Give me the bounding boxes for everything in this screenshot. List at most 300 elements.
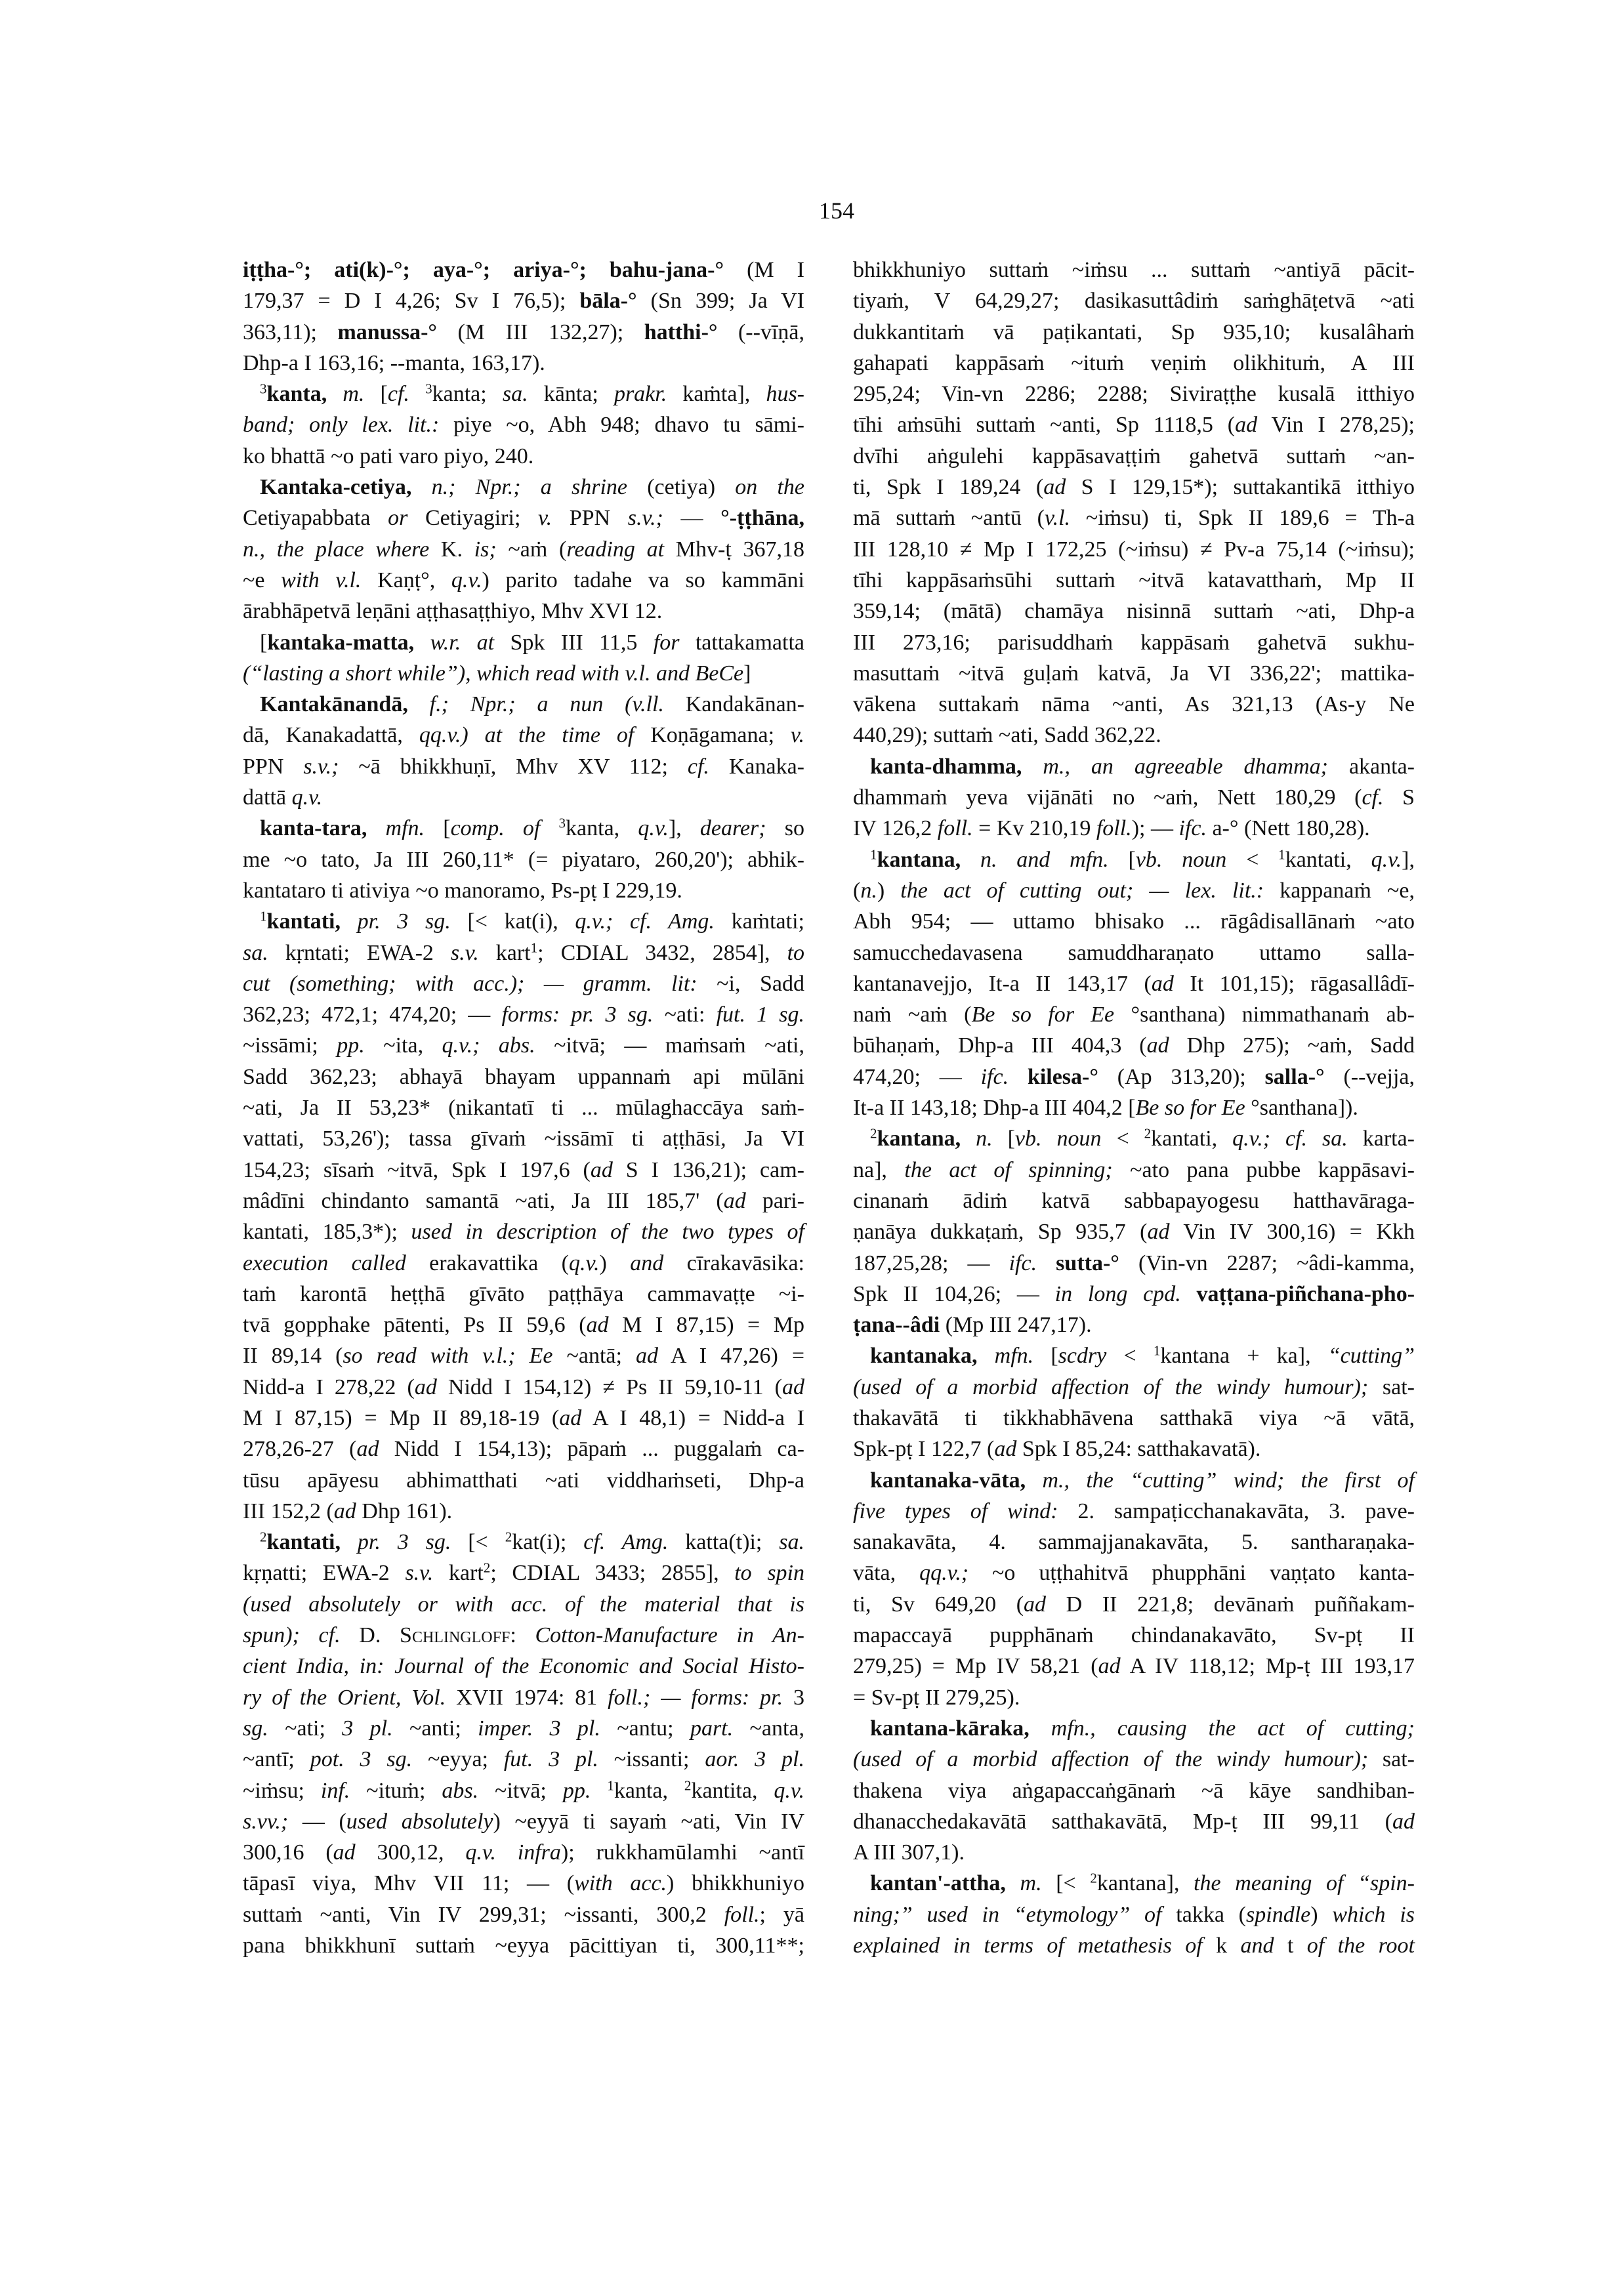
text-segment: k: [1202, 1933, 1241, 1958]
italic-text: s.v.: [450, 940, 479, 965]
italic-text: v.l.: [1045, 506, 1071, 531]
text-line: [243, 658, 804, 689]
italic-text: foll.: [937, 816, 973, 841]
text-segment: ~itvā;: [478, 1778, 563, 1803]
superscript-number: 1: [1153, 1342, 1161, 1359]
text-segment: Vin IV 300,16) = Kkh: [1169, 1220, 1415, 1245]
text-segment: Spk III 11,5: [494, 630, 654, 655]
text-segment: [1181, 1282, 1197, 1306]
italic-text: sg.: [243, 1716, 268, 1741]
text-segment: ~ā bhikkhuṇī, Mhv XV 112;: [339, 754, 688, 779]
superscript-number: 2: [1090, 1870, 1097, 1886]
italic-text: pr. 3 sg.: [340, 1530, 451, 1555]
italic-text: ad: [635, 1344, 658, 1369]
text-segment: tīhi kappāsaṁsūhi suttaṁ ~itvā katavatthaṁ, Mp II: [853, 568, 1415, 592]
italic-text: q.v.: [1371, 847, 1402, 872]
entry-first-line: [853, 1868, 1415, 1899]
text-segment: 179,37 = D I 4,26; Sv I 76,5);: [243, 289, 580, 314]
text-line: [853, 441, 1415, 472]
text-line: [243, 1186, 804, 1216]
text-segment: III 273,16; parisuddhaṁ kappāsaṁ gahetvā sukhu-: [853, 630, 1415, 655]
text-line: [243, 1558, 804, 1588]
text-segment: ko bhattā ~o pati varo piyo, 240.: [243, 444, 534, 468]
text-segment: būhaṇaṁ, Dhp-a III 404,3 (: [853, 1033, 1147, 1058]
headword-bold: kantati,: [266, 1530, 341, 1555]
text-segment: (: [853, 878, 861, 903]
text-segment: [: [992, 1127, 1015, 1151]
italic-text: of the root: [1306, 1933, 1415, 1958]
text-segment: kantanavejjo, It-a II 143,17 (: [853, 971, 1152, 996]
text-segment: [: [425, 816, 451, 841]
text-segment: kanta,: [566, 816, 638, 841]
text-segment: M I 87,15) = Mp II 89,18-19 (: [243, 1405, 560, 1430]
text-segment: [591, 1779, 607, 1803]
headword-bold: hatthi-°: [644, 320, 718, 344]
text-segment: ~ati;: [268, 1716, 343, 1741]
italic-text: ad: [782, 1375, 804, 1399]
text-line: [853, 627, 1415, 658]
text-segment: [< kat(i),: [450, 909, 575, 934]
text-segment: t: [1274, 1933, 1307, 1958]
text-segment: 295,24; Vin-vn 2286; 2288; Siviraṭṭhe kusalā itthiyo: [853, 382, 1415, 407]
text-segment: ) parito tadahe va so kammāni: [482, 568, 804, 592]
text-segment: ); —: [1131, 816, 1179, 841]
text-segment: na],: [853, 1157, 905, 1182]
text-segment: 359,14; (mātā) chamāya nisinnā suttaṁ ~ati, Dhp-a: [853, 599, 1415, 624]
headword-bold: kanta-dhamma,: [870, 754, 1022, 779]
text-segment: vattati, 53,26'); tassa gīvaṁ ~issāmī ti aṭṭhāsi, Ja VI: [243, 1127, 804, 1151]
text-segment: ; yā: [759, 1902, 804, 1927]
italic-text: Be so for Ee: [1135, 1096, 1245, 1121]
italic-text: Be so for Ee: [971, 1003, 1115, 1027]
text-line: [243, 1403, 804, 1434]
text-segment: Koṇāgamana;: [634, 723, 791, 748]
text-line: [243, 938, 804, 968]
text-line: [853, 1062, 1415, 1092]
italic-text: ad: [1151, 971, 1174, 996]
italic-text: m., the “cutting” wind; the first of: [1026, 1468, 1415, 1493]
italic-text: the act of spinning;: [904, 1157, 1113, 1182]
italic-text: used absolutely: [346, 1809, 493, 1834]
text-segment: ],: [668, 816, 700, 841]
text-segment: ~anta,: [733, 1716, 805, 1741]
italic-text: pot. 3 sg.: [310, 1747, 413, 1772]
text-segment: Vin I 278,25);: [1257, 413, 1415, 438]
superscript-number: 1: [870, 846, 877, 863]
text-line: [853, 379, 1415, 409]
text-line: [243, 1340, 804, 1371]
headword-bold: bāla-°: [579, 289, 637, 314]
italic-text: forms: pr. 3 sg.: [501, 1003, 654, 1027]
text-segment: A IV 118,12; Mp-ṭ III 193,17: [1120, 1654, 1415, 1679]
superscript-number: 1: [607, 1777, 614, 1793]
text-line: [853, 1155, 1415, 1186]
text-segment: kappanaṁ ~e,: [1264, 878, 1415, 903]
italic-text: comp. of: [450, 816, 559, 841]
text-segment: °santhana]).: [1245, 1096, 1358, 1121]
text-line: [853, 1030, 1415, 1061]
text-line: [853, 317, 1415, 348]
text-segment: ~e: [243, 568, 281, 592]
text-line: [243, 1589, 804, 1620]
text-line: [243, 503, 804, 533]
text-line: [243, 1123, 804, 1154]
italic-text: dearer;: [699, 816, 766, 841]
text-line: [853, 1186, 1415, 1216]
italic-text: m., an agreeable dhamma;: [1022, 754, 1328, 779]
text-segment: ~ituṁ;: [350, 1778, 442, 1803]
text-line: [853, 1837, 1415, 1868]
text-segment: ): [599, 1251, 631, 1275]
text-segment: S I 129,15*); suttakantikā itthiyo: [1066, 475, 1415, 500]
text-line: [243, 1496, 804, 1527]
text-segment: kṛntati; EWA-2: [268, 940, 451, 965]
italic-text: m.: [1005, 1871, 1042, 1896]
text-line: [243, 1713, 804, 1744]
text-segment: kart: [433, 1561, 484, 1586]
superscript-number: 2: [483, 1560, 491, 1576]
text-line: [243, 1092, 804, 1123]
text-line: [243, 1216, 804, 1247]
text-line: [243, 1279, 804, 1310]
text-segment: kanta,: [614, 1778, 684, 1803]
text-line: [853, 1558, 1415, 1588]
superscript-number: 1: [1278, 846, 1285, 863]
text-line: [243, 565, 804, 596]
italic-text: q.v.: [638, 816, 669, 841]
text-segment: M I 87,15) = Mp: [608, 1313, 804, 1338]
italic-text: (used absolutely or with acc. of the material that is: [243, 1592, 804, 1617]
italic-text: n.: [860, 878, 877, 903]
italic-text: ad: [1235, 413, 1258, 438]
text-segment: suttaṁ ~anti, Vin IV 299,31; ~issanti, 300,2: [243, 1902, 724, 1927]
italic-text: (used of a morbid affection of the windy humour);: [853, 1375, 1369, 1399]
italic-text: the act of cutting out; — lex. lit.:: [900, 878, 1264, 903]
italic-text: m.: [327, 382, 365, 407]
entry-first-line: [853, 1340, 1415, 1371]
text-line: [853, 534, 1415, 565]
text-segment: kanta;: [432, 382, 503, 407]
text-line: [853, 565, 1415, 596]
italic-text: cf.: [1362, 785, 1384, 810]
text-line: [243, 875, 804, 906]
text-segment: mâdīni chindanto samantā ~ati, Ja III 185,7' (: [243, 1188, 724, 1213]
text-segment: ~anti;: [392, 1716, 478, 1741]
text-segment: tiyaṁ, V 64,29,27; dasikasuttâdiṁ saṁghāṭetvā ~ati: [853, 289, 1415, 314]
text-line: [243, 1465, 804, 1496]
text-line: [243, 534, 804, 565]
text-segment: (Mp III 247,17).: [940, 1313, 1092, 1338]
text-line: [853, 255, 1415, 285]
italic-text: scdry: [1058, 1344, 1107, 1369]
text-segment: kantita,: [691, 1778, 774, 1803]
text-segment: kṛṇatti; EWA-2: [243, 1561, 406, 1586]
italic-text: ad: [414, 1375, 437, 1399]
italic-text: and: [630, 1251, 664, 1275]
text-segment: dā, Kanakadattā,: [243, 723, 419, 748]
italic-text: prakr.: [614, 382, 667, 407]
headword-bold: sutta-°: [1056, 1251, 1119, 1275]
text-segment: ~issanti;: [598, 1747, 705, 1772]
entry-first-line: [853, 844, 1415, 875]
italic-text: ad: [1392, 1809, 1415, 1834]
text-segment: kantataro ti ativiya ~o manoramo, Ps-pṭ I 229,19.: [243, 878, 682, 903]
text-segment: Kaṇṭ°,: [361, 568, 451, 592]
text-segment: ~antu;: [600, 1716, 690, 1741]
superscript-number: 2: [505, 1529, 512, 1545]
superscript-number: 2: [870, 1125, 877, 1142]
italic-text: n. and mfn.: [961, 847, 1109, 872]
text-segment: Spk I 85,24: satthakavatā).: [1016, 1437, 1261, 1462]
italic-text: (“lasting a short while”), which read with v.l. and BeCe: [243, 661, 744, 686]
italic-text: execution called: [243, 1251, 406, 1275]
text-segment: — (: [288, 1809, 346, 1834]
italic-text: mfn., causing the act of cutting;: [1029, 1716, 1415, 1741]
italic-text: ad: [586, 1313, 609, 1338]
text-segment: ; CDIAL 3433; 2855],: [490, 1561, 735, 1586]
text-line: [853, 1372, 1415, 1403]
headword-bold: kantanaka,: [870, 1344, 978, 1369]
text-line: [243, 1899, 804, 1930]
text-segment: kantati,: [1285, 847, 1371, 872]
text-segment: cīrakavāsika:: [663, 1251, 804, 1275]
italic-text: spun); cf.: [243, 1623, 341, 1648]
italic-text: ifc.: [1178, 816, 1207, 841]
entry-first-line: [243, 689, 804, 720]
text-line: [853, 1930, 1415, 1961]
italic-text: part.: [690, 1716, 734, 1741]
superscript-number: 1: [530, 939, 538, 955]
text-segment: mā suttaṁ ~antū (: [853, 506, 1045, 531]
italic-text: vb. noun: [1135, 847, 1227, 872]
italic-text: sa.: [779, 1530, 804, 1555]
text-segment: [<: [451, 1530, 505, 1555]
small-caps-text: Schlingloff: [400, 1623, 510, 1648]
italic-text: ad: [1043, 475, 1066, 500]
text-line: [853, 1899, 1415, 1930]
text-segment: (Vin-vn 2287; ~âdi-kamma,: [1119, 1251, 1415, 1275]
text-segment: Nidd-a I 278,22 (: [243, 1375, 415, 1399]
text-segment: Spk-pṭ I 122,7 (: [853, 1437, 995, 1462]
text-segment: 363,11);: [243, 320, 338, 344]
text-segment: D II 221,8; devānaṁ puññakam-: [1046, 1592, 1415, 1617]
text-line: [853, 813, 1415, 844]
italic-text: Cotton-Manufacture in An-: [535, 1623, 805, 1648]
text-line: [853, 1248, 1415, 1279]
text-line: [853, 1092, 1415, 1123]
text-line: [853, 1589, 1415, 1620]
italic-text: hus-: [766, 382, 805, 407]
text-segment: Sadd 362,23; abhayā bhayam uppannaṁ api mūlāni: [243, 1064, 804, 1089]
headword-bold: iṭṭha-°; ati(k)-°; aya-°; ariya-°; bahu-jana-°: [243, 258, 724, 282]
italic-text: mfn.: [977, 1344, 1034, 1369]
headword-bold: kanta-tara,: [260, 816, 367, 841]
text-segment: ~antī;: [243, 1747, 310, 1772]
headword-bold: vaṭṭana-piñchana-pho-: [1196, 1281, 1415, 1306]
text-segment: [: [364, 382, 388, 407]
text-line: [853, 1496, 1415, 1527]
text-segment: karta-: [1347, 1127, 1415, 1151]
text-segment: III 152,2 (: [243, 1499, 334, 1523]
entry-first-line: [853, 751, 1415, 782]
text-segment: bhikkhuniyo suttaṁ ~iṁsu ... suttaṁ ~antiyā pācit-: [853, 258, 1415, 282]
text-line: [243, 751, 804, 782]
italic-text: qq.v.;: [919, 1561, 969, 1586]
text-segment: (--vejja,: [1324, 1064, 1415, 1089]
entry-first-line: [853, 1123, 1415, 1154]
italic-text: q.v.; cf. Amg.: [575, 909, 715, 934]
text-segment: (M III 132,27);: [437, 320, 644, 344]
text-segment: ); rukkhamūlamhi ~antī: [560, 1840, 805, 1865]
text-segment: cinanaṁ ādiṁ katvā sabbapayogesu hatthavāraga-: [853, 1188, 1415, 1213]
italic-text: s.vv.;: [243, 1809, 289, 1834]
text-line: [243, 968, 804, 999]
text-line: [243, 1372, 804, 1403]
headword-bold: °-ṭṭhāna,: [720, 506, 805, 531]
entry-first-line: [243, 472, 804, 503]
italic-text: ad: [356, 1437, 379, 1462]
text-segment: vāta,: [853, 1561, 920, 1586]
italic-text: pr. 3 sg.: [340, 909, 451, 934]
text-line: [243, 1775, 804, 1806]
italic-text: spindle: [1246, 1902, 1311, 1927]
headword-bold: Kantaka-cetiya,: [260, 475, 412, 500]
italic-text: s.v.;: [303, 754, 339, 779]
text-segment: thakena viya aṅgapaccaṅgānaṁ ~ā kāye sandhiban-: [853, 1778, 1415, 1803]
text-line: [853, 906, 1415, 937]
italic-text: cf.: [387, 382, 409, 407]
entry-first-line: [243, 1527, 804, 1558]
text-segment: Kandakānan-: [663, 692, 804, 717]
text-line: [853, 1216, 1415, 1247]
text-line: [243, 1248, 804, 1279]
text-line: [243, 844, 804, 875]
text-segment: Nidd I 154,12) ≠ Ps II 59,10-11 (: [436, 1375, 782, 1399]
text-segment: Dhp 275); ~aṁ, Sadd: [1169, 1033, 1415, 1058]
italic-text: v.: [538, 506, 552, 531]
text-segment: XVII 1974: 81: [446, 1685, 608, 1710]
text-segment: 440,29); suttaṁ ~ati, Sadd 362,22.: [853, 723, 1161, 748]
entry-first-line: [243, 627, 804, 658]
superscript-number: 1: [260, 908, 267, 924]
text-segment: kart: [478, 940, 531, 965]
text-segment: kaṁtati;: [714, 909, 804, 934]
text-line: [853, 503, 1415, 533]
italic-text: fut. 3 pl.: [503, 1747, 598, 1772]
italic-text: used in description of the two types of: [411, 1220, 804, 1245]
italic-text: cut (something; with acc.); — gramm. lit:: [243, 971, 697, 996]
text-line: [243, 1868, 804, 1899]
entry-first-line: [243, 379, 804, 409]
superscript-number: 2: [1144, 1125, 1152, 1142]
text-segment: Mhv-ṭ 367,18: [664, 537, 805, 562]
italic-text: s.v.;: [627, 506, 663, 531]
right-column: [853, 255, 1415, 1961]
text-segment: PPN: [243, 754, 304, 779]
italic-text: ad: [723, 1188, 746, 1213]
text-line: [243, 317, 804, 348]
italic-text: q.v.: [568, 1251, 600, 1275]
text-line: [243, 409, 804, 440]
text-segment: ]: [743, 661, 751, 686]
text-segment: (cetiya): [627, 475, 736, 500]
italic-text: 3 pl.: [342, 1716, 393, 1741]
text-segment: ~o uṭṭhahitvā phupphāni vaṇṭato kanta-: [968, 1561, 1415, 1586]
page-number: 154: [819, 197, 854, 224]
text-segment: kat(i);: [512, 1530, 584, 1555]
italic-text: imper. 3 pl.: [478, 1716, 600, 1741]
italic-text: foll.: [1096, 816, 1132, 841]
italic-text: cf.: [687, 754, 709, 779]
italic-text: to: [787, 940, 805, 965]
text-line: [853, 472, 1415, 503]
text-line: [243, 1030, 804, 1061]
text-segment: dukkantitaṁ vā paṭikantati, Sp 935,10; kusalâhaṁ: [853, 320, 1415, 344]
text-line: [243, 348, 804, 379]
text-line: [853, 782, 1415, 813]
text-segment: [409, 382, 425, 406]
text-line: [243, 1062, 804, 1092]
text-segment: II 89,14 (: [243, 1344, 343, 1369]
italic-text: pp.: [562, 1778, 591, 1803]
italic-text: so read with v.l.; Ee: [343, 1344, 553, 1369]
text-segment: ~iṁsu) ti, Spk II 189,6 = Th-a: [1070, 506, 1415, 531]
italic-text: f.; Npr.; a nun (v.ll.: [407, 692, 664, 717]
text-segment: a-° (Nett 180,28).: [1206, 816, 1370, 841]
text-segment: S: [1383, 785, 1415, 810]
text-segment: sat-: [1368, 1375, 1415, 1399]
text-segment: pari-: [745, 1188, 804, 1213]
text-line: [853, 999, 1415, 1030]
text-segment: ) ~eyyā ti sayaṁ ~ati, Vin IV: [493, 1809, 804, 1834]
headword-bold: kantanaka-vāta,: [870, 1468, 1026, 1493]
text-line: [853, 1651, 1415, 1682]
italic-text: sa.: [502, 382, 528, 407]
text-line: [243, 1620, 804, 1651]
text-segment: Nidd I 154,13); pāpaṁ ... puggalaṁ ca-: [379, 1437, 804, 1462]
text-segment: [1037, 1251, 1056, 1275]
text-line: [853, 938, 1415, 968]
text-segment: tīhi aṁsūhi suttaṁ ~anti, Sp 1118,5 (: [853, 413, 1236, 438]
text-segment: dhammaṁ yeva vijānāti no ~aṁ, Nett 180,29 (: [853, 785, 1362, 810]
text-segment: Cetiyapabbata: [243, 506, 388, 531]
headword-bold: salla-°: [1264, 1064, 1325, 1089]
text-line: [243, 285, 804, 316]
text-segment: :: [510, 1623, 535, 1648]
text-line: [853, 968, 1415, 999]
text-segment: naṁ ~aṁ (: [853, 1003, 972, 1027]
text-line: [243, 596, 804, 627]
italic-text: ad: [1147, 1220, 1170, 1245]
text-segment: akanta-: [1327, 754, 1415, 779]
text-segment: kantati,: [1151, 1127, 1233, 1151]
italic-text: vb. noun: [1014, 1127, 1102, 1151]
text-segment: <: [1226, 847, 1279, 872]
italic-text: q.v.: [291, 785, 323, 810]
text-segment: ārabhāpetvā leṇāni aṭṭhasaṭṭhiyo, Mhv XVI 12.: [243, 599, 663, 624]
headword-bold: kantana,: [877, 1127, 961, 1151]
text-segment: = Sv-pṭ II 279,25).: [853, 1685, 1020, 1710]
text-segment: takka (: [1161, 1902, 1247, 1927]
text-segment: ~ati:: [653, 1003, 717, 1027]
italic-text: explained in terms of metathesis of: [853, 1933, 1203, 1958]
headword-bold: kilesa-°: [1027, 1064, 1098, 1089]
text-line: [243, 782, 804, 813]
italic-text: ning;” used in “etymology” of: [853, 1902, 1162, 1927]
text-segment: III 128,10 ≠ Mp I 172,25 (~iṁsu) ≠ Pv-a 75,14 (~iṁsu);: [853, 537, 1415, 562]
italic-text: foll.: [724, 1902, 760, 1927]
italic-text: ad: [559, 1405, 582, 1430]
